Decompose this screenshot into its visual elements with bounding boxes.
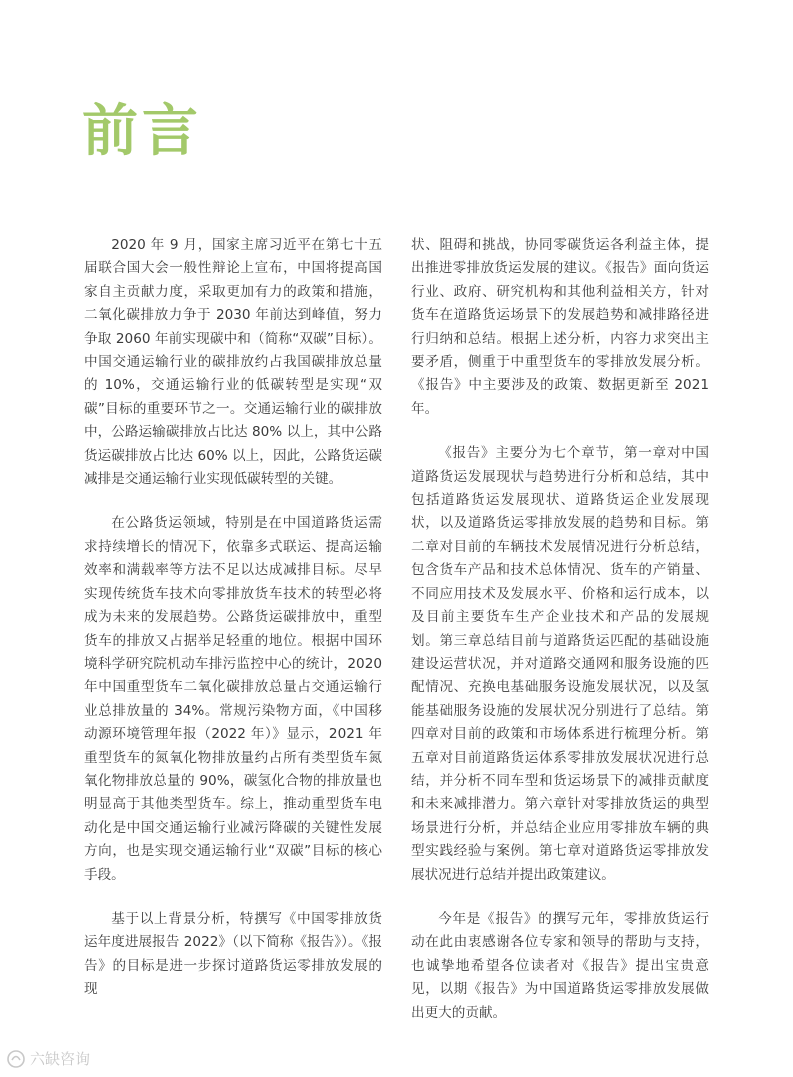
watermark-text: 六缺咨询 [30, 1050, 91, 1068]
paragraph: 基于以上背景分析，特撰写《中国零排放货运年度进展报告 2022》（以下简称《报告》）。《报告》的目标是进一步探讨道路货运零排放发展的现 [84, 910, 382, 998]
watermark [6, 1048, 90, 1069]
paragraph: 2020 年 9 月，国家主席习近平在第七十五届联合国大会一般性辩论上宣布，中国将提高国家自主贡献力度，采取更加有力的政策和措施，二氧化碳排放力争于 2030 年前达到峰值，努力争取 2060 年前实现碳中和（简称“双碳”目标）。中国交通运输行业的碳排放约占我国碳排放总量的 10%，交通运输行业的低碳转型是实现“双碳”目标的重要环节之一。交通运输行业的碳排放中，公路运输碳排放占比达 80% 以上，其中公路货运碳排放占比达 60% 以上，因此，公路货运碳减排是交通运输行业实现低碳转型的关键。 [84, 237, 382, 488]
paragraph-continued: 状、阻碍和挑战，协同零碳货运各利益主体，提出推进零排放货运发展的建议。《报告》面向货运行业、政府、研究机构和其他利益相关方，针对货车在道路货运场景下的发展趋势和减排路径进行归纳和总结。根据上述分析，内容力求突出主要矛盾，侧重于中重型货车的零排放发展分析。《报告》中主要涉及的政策、数据更新至 2021 年。 [411, 237, 709, 417]
left-column [84, 234, 382, 1023]
watermark-logo-icon [6, 1049, 26, 1069]
page-title: 前言 [82, 99, 202, 164]
paragraph: 《报告》主要分为七个章节，第一章对中国道路货运发展现状与趋势进行分析和总结，其中包括道路货运发展现状、道路货运企业发展现状，以及道路货运零排放发展的趋势和目标。第二章对目前的车辆技术发展情况进行分析总结，包含货车产品和技术总体情况、货车的产销量、不同应用技术及发展水平、价格和运行成本，以及目前主要货车生产企业技术和产品的发展规划。第三章总结目前与道路货运匹配的基础设施建设运营状况，并对道路交通网和服务设施的匹配情况、充换电基础服务设施发展状况，以及氢能基础服务设施的发展状况分别进行了总结。第四章对目前的政策和市场体系进行梳理分析。第五章对目前道路货运体系零排放发展状况进行总结，并分析不同车型和货运场景下的减排贡献度和未来减排潜力。第六章针对零排放货运的典型场景进行分析，并总结企业应用零排放车辆的典型实践经验与案例。第七章对道路货运零排放发展状况进行总结并提出政策建议。 [411, 445, 709, 883]
paragraph: 今年是《报告》的撰写元年，零排放货运行动在此由衷感谢各位专家和领导的帮助与支持，也诚挚地希望各位读者对《报告》提出宝贵意见，以期《报告》为中国道路货运零排放发展做出更大的贡献。 [411, 910, 709, 1021]
paragraph: 在公路货运领域，特别是在中国道路货运需求持续增长的情况下，依靠多式联运、提高运输效率和满载率等方法不足以达成减排目标。尽早实现传统货车技术向零排放货车技术的转型必将成为未来的发展趋势。公路货运碳排放中，重型货车的排放又占据举足轻重的地位。根据中国环境科学研究院机动车排污监控中心的统计，2020 年中国重型货车二氧化碳排放总量占交通运输行业总排放量的 34%。常规污染物方面，《中国移动源环境管理年报（2022 年）》显示，2021 年重型货车的氮氧化物排放量约占所有类型货车氮氧化物排放总量的 90%，碳氢化合物的排放量也明显高于其他类型货车。综上，推动重型货车电动化是中国交通运输行业减污降碳的关键性发展方向，也是实现交通运输行业“双碳”目标的核心手段。 [84, 515, 382, 883]
right-column [411, 234, 709, 1046]
